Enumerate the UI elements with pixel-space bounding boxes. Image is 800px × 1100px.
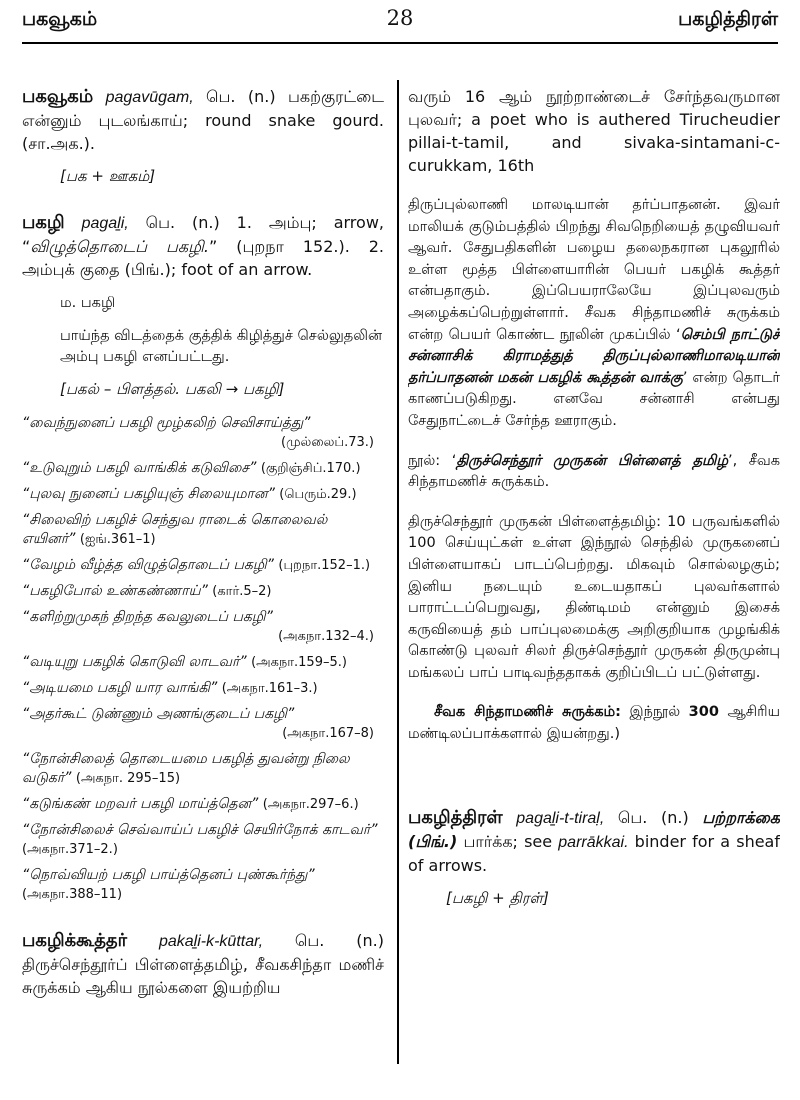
quotation-list xyxy=(22,414,384,904)
definition: binder for a sheaf of arrows. xyxy=(408,831,780,875)
transliteration: pagaḻi, xyxy=(81,215,129,232)
etymology: [பக + ஊகம்] xyxy=(60,167,156,185)
quotation: “அதர்கூட் டுண்ணும் அணங்குடைப் பகழி” (அகநா.167–8) xyxy=(22,706,374,741)
page-header xyxy=(22,4,778,38)
quotation: “வேழம் வீழ்த்த விழுத்தொடைப் பகழி” (புறநா.152–1.) xyxy=(22,557,371,573)
column-divider xyxy=(397,80,399,1064)
headword: பகழிக்கூத்தர் xyxy=(22,930,128,951)
cross-reference: பற்றாக்கை (பிங்.) xyxy=(408,807,780,851)
page-number: 28 xyxy=(386,6,414,30)
definition: பார்க்க; see xyxy=(457,831,559,851)
quotation: “புலவு நுனைப் பகழியுஞ் சிலையுமான” (பெரும்.29.) xyxy=(22,486,357,502)
quotation: “கடுங்கண் மறவர் பகழி மாய்த்தென” (அகநா.297–6.) xyxy=(22,796,359,812)
entry-pakazhikkuttar xyxy=(22,929,384,999)
quotation: “உடுவுறும் பகழி வாங்கிக் கடுவிசை” (குறிஞ்சிப்.170.) xyxy=(22,460,361,476)
etymology: [பகழி + திரள்] xyxy=(446,888,549,907)
transliteration: pakaḻi-k-kūttar, xyxy=(158,933,264,950)
definition: ” (புறநா 152.). 2. அம்புக் குதை (பிங்.); foot of an arrow. xyxy=(22,237,384,279)
quotation: “நோன்சிலைச் செவ்வாய்ப் பகழிச் செயிர்நோக் காடவர்” (அகநா.371–2.) xyxy=(22,822,378,857)
entry-pagavugam xyxy=(22,85,384,155)
cognate: ம. பகழி xyxy=(60,295,116,311)
work-description-paragraph-2: சீவக சிந்தாமணிச் சுருக்கம்: இந்நூல் 300 ஆசிரிய மண்டிலப்பாக்களால் இயன்றது.) xyxy=(408,704,780,743)
citation: விழுத்தொடைப் பகழி. xyxy=(30,237,209,256)
definition: பெ. (n.) 1. அம்பு; arrow, “ xyxy=(22,213,384,256)
entry-pagazhittiral xyxy=(408,806,780,877)
work-title: திருச்செந்தூர் முருகன் பிள்ளைத் தமிழ் xyxy=(456,452,728,469)
headword: பகவூகம் xyxy=(22,86,94,107)
definition: பெ. (n.) திருச்செந்தூர்ப் பிள்ளைத்தமிழ், சீவகசிந்தா மணிச் சுருக்கம் ஆகிய நூல்களை இயற்றிய xyxy=(22,931,384,997)
headword: பகழித்திரள் xyxy=(408,806,503,828)
header-rule xyxy=(22,42,778,44)
header-right-guideword: பகழித்திரள் xyxy=(678,8,778,30)
definition: பெ. (n.) xyxy=(604,807,703,827)
right-column xyxy=(408,85,780,1090)
biography-paragraph: திருப்புல்லாணி மாலடியான் தர்ப்பாதனன். இவர் மாலியக் குடும்பத்தில் பிறந்து சிவநெறியைத் தழுவியவர் ஆவர். சேதுபதிகளின் பழைய தலைநகரான புகலூரில் உள்ள மூத்த பிள்ளையாரின் பெயர் பகழிக் கூத்தர் என்பதாகும். இப்பெயராலேயே இப்புலவரும் அழைக்கப்பெற்றுள்ளார். சீவக சிந்தாமணிச் சுருக்கம் என்ற பெயர் கொண்ட நூலின் முகப்பில் ‘செம்பி நாட்டுச் சன்னாசிக் கிராமத்துத் திருப்புல்லாணிமாலடியான் தர்ப்பாதனன் மகன் பகழிக் கூத்தன் வாக்கு’ என்ற தொடர் காணப்படுகிறது. எனவே சன்னாசி என்பது சேதுநாட்டைச் சேர்ந்த ஊராகும். xyxy=(408,197,780,429)
entry-continuation: வரும் 16 ஆம் நூற்றாண்டைச் சேர்ந்தவருமான புலவர்; a poet who is authered Tirucheudier pillai-t-tamil, and sivaka-sintamani-c-curukkam, 16th xyxy=(408,87,780,175)
entry-pagazhi xyxy=(22,211,384,281)
etymology: [பகல் – பிளத்தல். பகலி → பகழி] xyxy=(60,380,285,398)
quotation: “வைந்நுனைப் பகழி மூழ்கலிற் செவிசாய்த்து” (முல்லைப்.73.) xyxy=(22,415,374,450)
cross-reference-transliteration: parrākkai. xyxy=(558,833,629,851)
headword: பகழி xyxy=(22,212,65,233)
quotation: “அடியமை பகழி யார வாங்கி” (அகநா.161–3.) xyxy=(22,680,318,696)
quotation: “சிலைவிற் பகழிச் செந்துவ ராடைக் கொலைவல் எயினர்” (ஐங்.361–1) xyxy=(22,512,328,547)
quotation: “பகழிபோல் உண்கண்ணாய்” (கார்.5–2) xyxy=(22,583,272,599)
quotation: “நோன்சிலைத் தொடையமை பகழித் துவன்று நிலை வடுகர்” (அகநா. 295–15) xyxy=(22,751,350,786)
header-left-guideword: பகவூகம் xyxy=(22,8,98,30)
definition: பெ. (n.) பகற்குரட்டை என்னும் புடலங்காய்; round snake gourd. (சா.அக.). xyxy=(22,87,384,153)
work-description-paragraph: திருச்செந்தூர் முருகன் பிள்ளைத்தமிழ்: 10 பருவங்களில் 100 செய்யுட்கள் உள்ள இந்நூல் செந்தில் முருகனைப் பிள்ளையாகப் பாடப்பெற்றது. மிகவும் சொல்லழகும்; இனிய நடையும் உடையதாகப் புலவர்களால் பாராட்டப்பெறுவது, திண்டிமம் என்னும் இசைக் கருவியைத் தம் பாப்புலமைக்கு அறிகுறியாக முழங்கிக் கொண்டு புலவர் சிலர் திருச்செந்தூர் முருகன் திருமுன்பு மங்கலப் பாப் பாடிவந்ததாகக் குறிப்பிடப் பட்டுள்ளது. xyxy=(408,513,780,681)
quotation: “களிற்றுமுகந் திறந்த கவலுடைப் பகழி” (அகநா.132–4.) xyxy=(22,609,374,644)
quoted-colophon: செம்பி நாட்டுச் சன்னாசிக் கிராமத்துத் திருப்புல்லாணிமாலடியான் தர்ப்பாதனன் மகன் பகழிக் கூத்தன் வாக்கு xyxy=(408,326,780,386)
works-paragraph: நூல்: ‘திருச்செந்தூர் முருகன் பிள்ளைத் தமிழ்’, சீவக சிந்தாமணிச் சுருக்கம். xyxy=(408,452,780,491)
quotation: “நொவ்வியற் பகழி பாய்த்தெனப் புண்கூர்ந்து” (அகநா.388–11) xyxy=(22,867,315,902)
quotation: “வடியுறு பகழிக் கொடுவி லாடவர்” (அகநா.159–5.) xyxy=(22,654,347,670)
left-column xyxy=(22,85,384,1090)
explanation: பாய்ந்த விடத்தைக் குத்திக் கிழித்துச் செல்லுதலின் அம்பு பகழி எனப்பட்டது. xyxy=(60,328,383,365)
transliteration: pagavūgam, xyxy=(105,89,194,106)
transliteration: pagaḻi-t-tiraḷ, xyxy=(516,809,605,827)
